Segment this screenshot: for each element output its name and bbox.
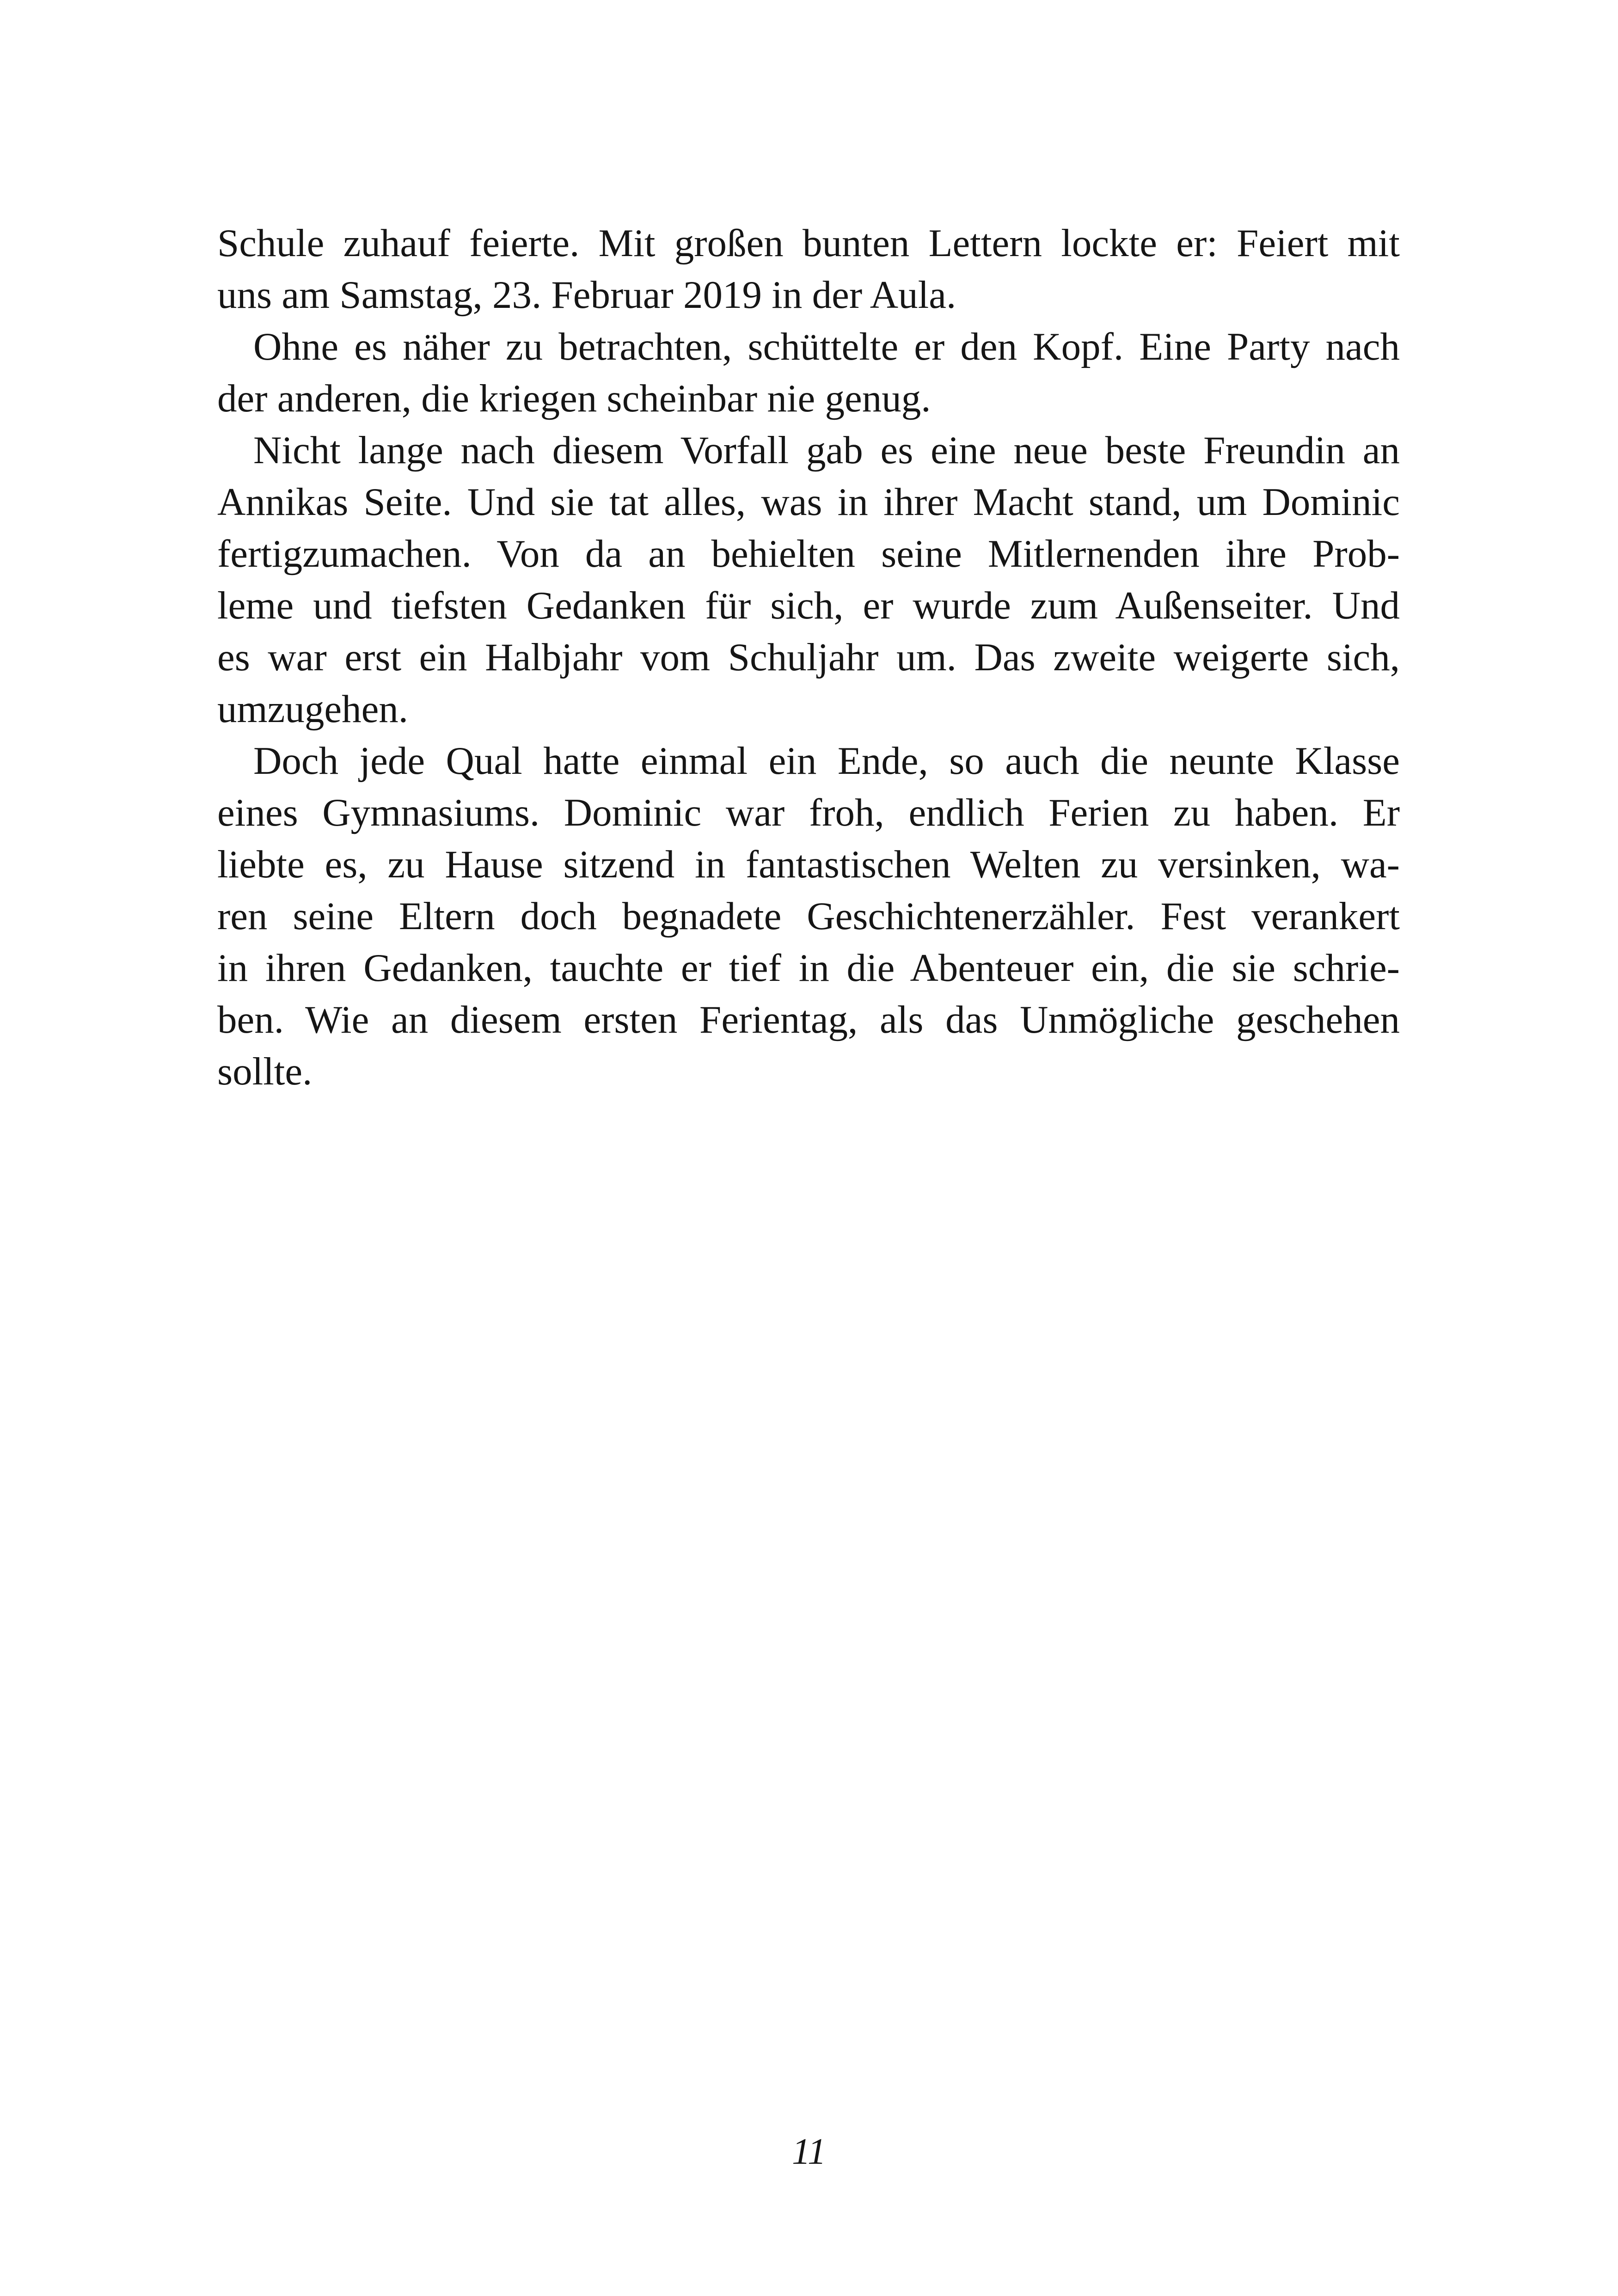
body-text <box>217 217 1400 1097</box>
text-line: leme und tiefsten Gedanken für sich, er wurde zum Außenseiter. Und <box>217 584 1400 627</box>
text-line: Doch jede Qual hatte einmal ein Ende, so auch die neunte Klasse <box>253 739 1400 783</box>
paragraph-1 <box>217 217 1400 321</box>
text-line: fertigzumachen. Von da an behielten seine Mitlernenden ihre Prob- <box>217 532 1400 576</box>
paragraph-4 <box>217 735 1400 1097</box>
text-line: umzugehen. <box>217 687 409 731</box>
text-line: uns am Samstag, 23. Februar 2019 in der Aula. <box>217 273 956 317</box>
page-number: 11 <box>791 2131 827 2172</box>
text-line: der anderen, die kriegen scheinbar nie genug. <box>217 377 931 420</box>
text-line: ben. Wie an diesem ersten Ferientag, als das Unmögliche geschehen <box>217 998 1400 1041</box>
paragraph-3 <box>217 424 1400 735</box>
text-line: sollte. <box>217 1050 313 1093</box>
text-line: in ihren Gedanken, tauchte er tief in die Abenteuer ein, die sie schrie- <box>217 946 1400 990</box>
text-line: ren seine Eltern doch begnadete Geschichtenerzähler. Fest verankert <box>217 894 1400 938</box>
text-line: eines Gymnasiums. Dominic war froh, endlich Ferien zu haben. Er <box>217 791 1400 834</box>
text-line: Annikas Seite. Und sie tat alles, was in ihrer Macht stand, um Dominic <box>217 480 1400 524</box>
text-line: Nicht lange nach diesem Vorfall gab es eine neue beste Freundin an <box>253 429 1400 472</box>
text-line: Schule zuhauf feierte. Mit großen bunten Lettern lockte er: Feiert mit <box>217 221 1400 265</box>
text-line: Ohne es näher zu betrachten, schüttelte er den Kopf. Eine Party nach <box>253 325 1400 368</box>
text-line: liebte es, zu Hause sitzend in fantastischen Welten zu versinken, wa- <box>217 843 1400 886</box>
paragraph-2 <box>217 321 1400 424</box>
text-line: es war erst ein Halbjahr vom Schuljahr um. Das zweite weigerte sich, <box>217 636 1400 679</box>
